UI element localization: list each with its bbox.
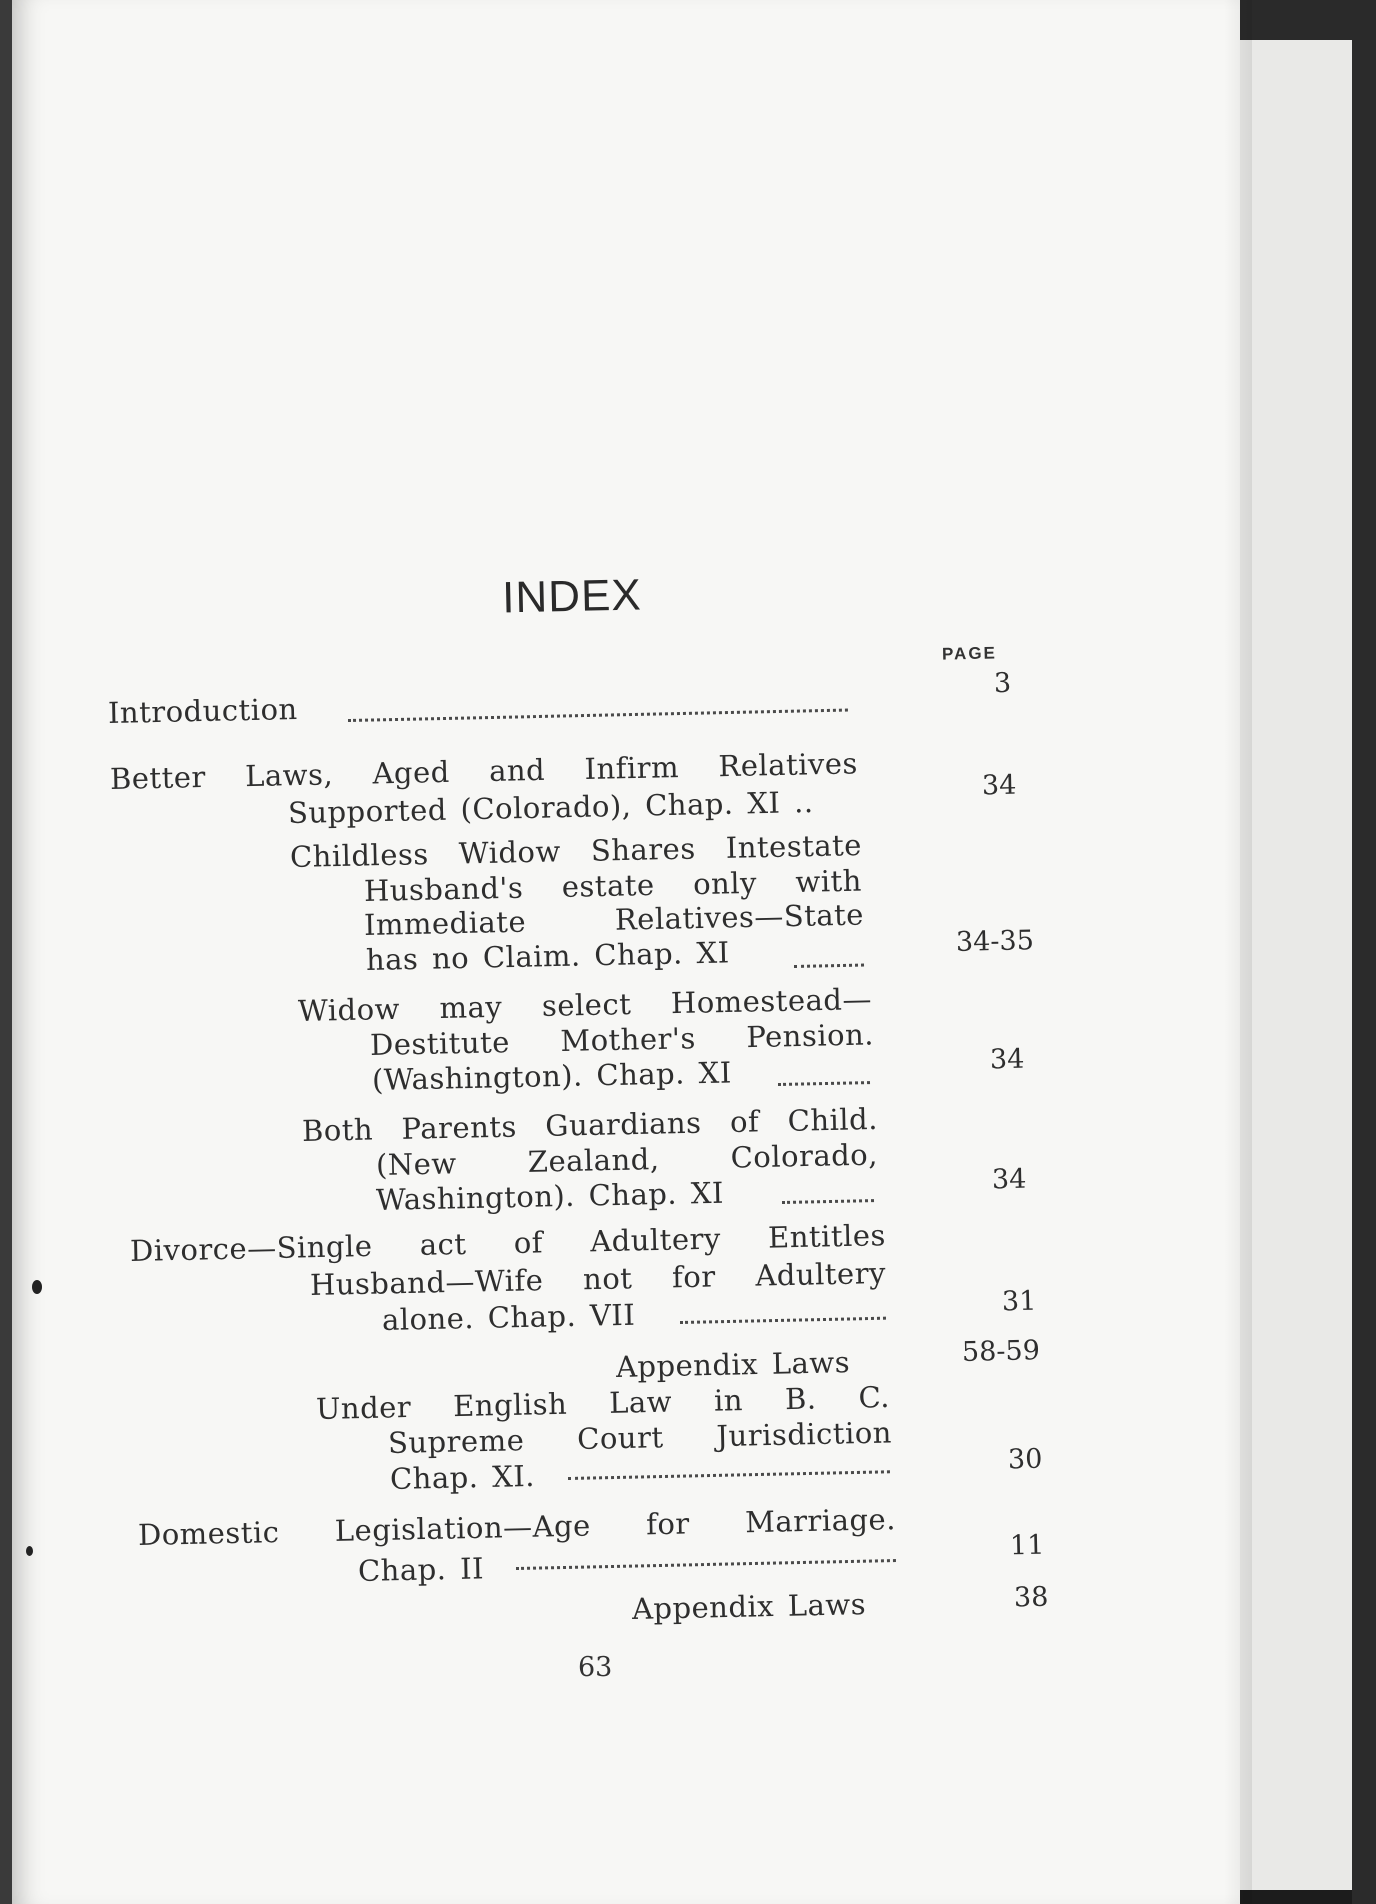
entry-page-number: 31 xyxy=(1001,1285,1037,1318)
index-entry-english-law: Under English Law in B. C. xyxy=(315,1379,891,1426)
index-entry-continuation: Chap. XI. xyxy=(389,1458,536,1496)
dot-leader xyxy=(794,961,864,968)
page-number-footer: 63 xyxy=(578,1652,613,1683)
page-column-header: PAGE xyxy=(941,643,998,664)
dot-leader xyxy=(516,1556,896,1570)
index-entry-continuation: (New Zealand, Colorado, xyxy=(375,1137,879,1182)
index-entry-appendix-laws: Appendix Laws xyxy=(631,1587,867,1626)
scanner-backdrop-right xyxy=(1352,40,1376,1904)
index-entry-continuation: (Washington). Chap. XI xyxy=(371,1055,733,1097)
index-entry-childless-widow: Childless Widow Shares Intestate xyxy=(289,828,863,874)
entry-page-number: 58-59 xyxy=(961,1335,1041,1368)
entry-page-number: 30 xyxy=(1007,1443,1043,1476)
index-entry-both-parents: Both Parents Guardians of Child. xyxy=(301,1101,879,1148)
entry-page-number: 3 xyxy=(993,667,1012,700)
entry-page-number: 34 xyxy=(991,1163,1027,1196)
entry-page-number: 34 xyxy=(989,1043,1025,1076)
index-entry-domestic-legislation: Domestic Legislation—Age for Marriage. xyxy=(137,1502,897,1552)
entry-page-number: 11 xyxy=(1009,1529,1045,1562)
index-entry-appendix-laws: Appendix Laws xyxy=(615,1345,851,1384)
scanner-backdrop-left xyxy=(0,0,12,1904)
index-entry-continuation: alone. Chap. VII xyxy=(381,1297,636,1337)
entry-page-number: 34-35 xyxy=(955,925,1035,958)
index-entry-continuation: Husband—Wife not for Adultery xyxy=(309,1255,887,1302)
dot-leader xyxy=(568,1467,890,1480)
index-entry-continuation: Supported (Colorado), Chap. XI .. xyxy=(287,784,814,830)
index-entry-continuation: Chap. II xyxy=(357,1551,485,1588)
index-title: INDEX xyxy=(501,570,643,623)
index-entry-continuation: Washington). Chap. XI xyxy=(375,1175,725,1217)
entry-page-number: 38 xyxy=(1013,1581,1049,1614)
index-entry-continuation: Destitute Mother's Pension. xyxy=(369,1017,875,1062)
scan-speck xyxy=(26,1546,33,1556)
dot-leader xyxy=(778,1078,870,1086)
scan-speck xyxy=(32,1280,42,1294)
index-entry-divorce: Divorce—Single act of Adultery Entitles xyxy=(129,1218,887,1268)
index-entry-continuation: Immediate Relatives—State xyxy=(363,897,865,942)
dot-leader xyxy=(680,1314,886,1324)
index-entry-continuation: Husband's estate only with xyxy=(363,863,863,908)
dot-leader xyxy=(782,1196,874,1204)
index-entry-widow-homestead: Widow may select Homestead— xyxy=(297,981,873,1028)
index-entry-continuation: has no Claim. Chap. XI xyxy=(365,935,730,977)
dot-leader xyxy=(348,706,848,722)
index-page xyxy=(12,0,1240,1904)
entry-page-number: 34 xyxy=(981,769,1017,802)
index-entry-continuation: Supreme Court Jurisdiction xyxy=(387,1415,893,1460)
index-entry-introduction: Introduction xyxy=(107,692,298,730)
index-entry-better-laws: Better Laws, Aged and Infirm Relatives xyxy=(109,746,859,796)
